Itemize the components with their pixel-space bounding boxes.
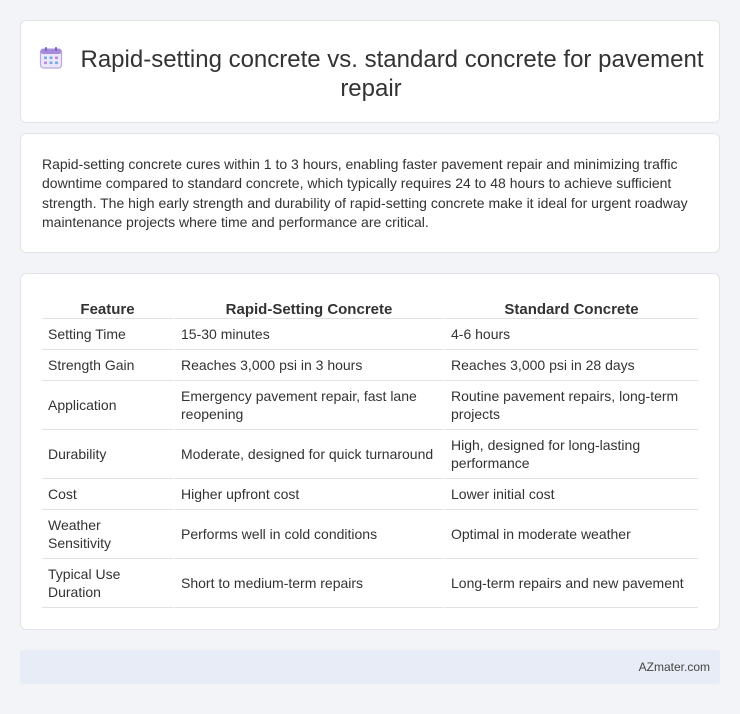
header-feature: Feature — [42, 297, 173, 319]
comparison-card — [20, 273, 720, 630]
table-row — [42, 479, 698, 510]
cell-rapid: Short to medium-term repairs — [173, 559, 443, 608]
cell-standard: Reaches 3,000 psi in 28 days — [443, 350, 698, 381]
calendar-icon — [39, 46, 63, 70]
table-row — [42, 430, 698, 479]
cell-standard: Long-term repairs and new pavement — [443, 559, 698, 608]
cell-feature: Weather Sensitivity — [42, 510, 173, 559]
page-title-wrap — [21, 45, 721, 103]
cell-rapid: Reaches 3,000 psi in 3 hours — [173, 350, 443, 381]
header-standard: Standard Concrete — [443, 297, 698, 319]
cell-rapid: Performs well in cold conditions — [173, 510, 443, 559]
cell-standard: Routine pavement repairs, long-term projects — [443, 381, 698, 430]
cell-standard: Optimal in moderate weather — [443, 510, 698, 559]
table-row — [42, 559, 698, 608]
cell-feature: Cost — [42, 479, 173, 510]
cell-feature: Strength Gain — [42, 350, 173, 381]
intro-paragraph: Rapid-setting concrete cures within 1 to 3 hours, enabling faster pavement repair and minimizing traffic downtime compared to standard concrete, which typically requires 24 to 48 hours to achieve sufficient strength. The high early strength and durability of rapid-setting concrete make it ideal for urgent roadway maintenance projects where time and performance are critical. — [42, 156, 688, 230]
table-row — [42, 350, 698, 381]
footer-brand: AZmater.com — [638, 660, 710, 674]
header-rapid-setting: Rapid-Setting Concrete — [173, 297, 443, 319]
cell-standard: Lower initial cost — [443, 479, 698, 510]
footer-bar — [20, 650, 720, 684]
comparison-table — [42, 297, 698, 608]
table-row — [42, 381, 698, 430]
cell-standard: High, designed for long-lasting performance — [443, 430, 698, 479]
cell-feature: Setting Time — [42, 319, 173, 350]
table-row — [42, 319, 698, 350]
cell-rapid: Higher upfront cost — [173, 479, 443, 510]
cell-rapid: Emergency pavement repair, fast lane reopening — [173, 381, 443, 430]
cell-rapid: Moderate, designed for quick turnaround — [173, 430, 443, 479]
cell-standard: 4-6 hours — [443, 319, 698, 350]
cell-rapid: 15-30 minutes — [173, 319, 443, 350]
page-title: Rapid-setting concrete vs. standard concrete for pavement repair — [80, 46, 704, 102]
title-card — [20, 20, 720, 123]
table-header-row — [42, 297, 698, 319]
cell-feature: Durability — [42, 430, 173, 479]
cell-feature: Typical Use Duration — [42, 559, 173, 608]
cell-feature: Application — [42, 381, 173, 430]
intro-card — [20, 133, 720, 253]
table-row — [42, 510, 698, 559]
